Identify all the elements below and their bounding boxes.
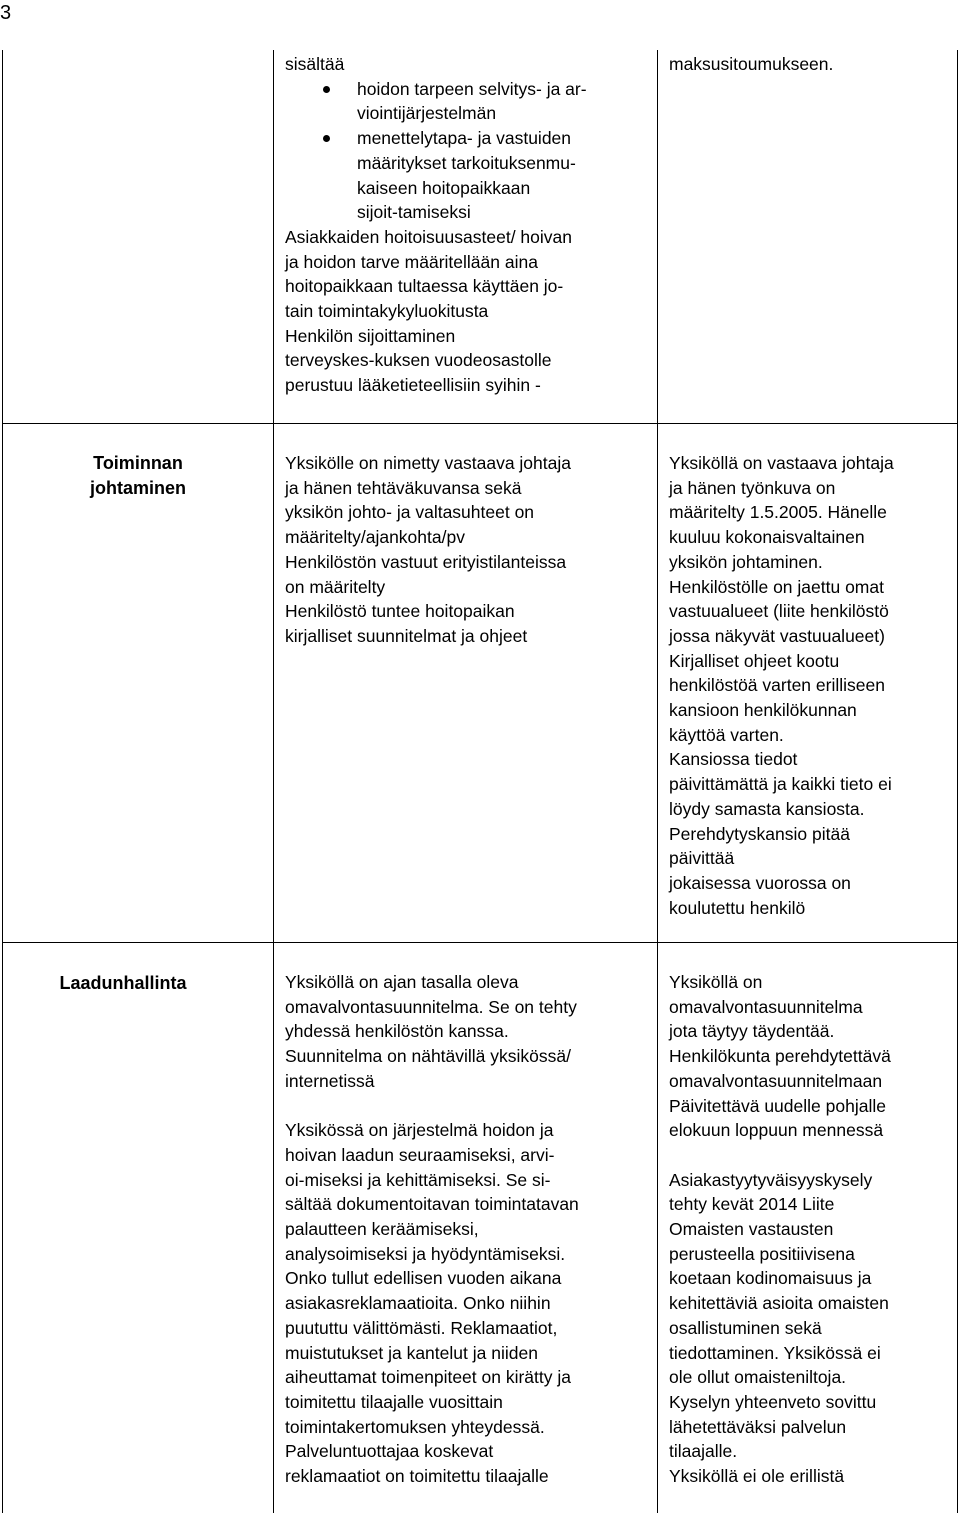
bullet-dot-icon bbox=[323, 135, 330, 142]
text-line: palautteen keräämiseksi, bbox=[285, 1219, 479, 1240]
text-line: aiheuttamat toimenpiteet on kirätty ja bbox=[285, 1367, 571, 1388]
text-line: sältää dokumentoitavan toimintatavan bbox=[285, 1194, 579, 1215]
text-line: terveyskes-kuksen vuodeosastolle bbox=[285, 350, 552, 371]
text-line: tain toimintakykyluokitusta bbox=[285, 301, 489, 322]
text-line: omavalvontasuunnitelma. Se on tehty bbox=[285, 996, 577, 1017]
row-divider-1 bbox=[2, 423, 958, 424]
text-line: Henkilön sijoittaminen bbox=[285, 325, 456, 346]
text-line: päivittää bbox=[669, 848, 735, 869]
text-line: hoivan laadun seuraamiseksi, arvi- bbox=[285, 1144, 555, 1165]
text-line: Suunnitelma on nähtävillä yksikössä/ bbox=[285, 1046, 571, 1067]
text-line: tilaajalle. bbox=[669, 1441, 738, 1462]
page-number: 3 bbox=[0, 2, 12, 24]
text-line: Kirjalliset ohjeet kootu bbox=[669, 650, 840, 671]
text-line: perustuu lääketieteellisiin syihin - bbox=[285, 375, 541, 396]
text-line: määritelty 1.5.2005. Hänelle bbox=[669, 502, 887, 523]
column-divider-1 bbox=[273, 50, 274, 1513]
text-line: Omaisten vastausten bbox=[669, 1219, 834, 1240]
text-line: kansioon henkilökunnan bbox=[669, 700, 857, 721]
text-line: Henkilöstölle on jaettu omat bbox=[669, 576, 884, 597]
column-divider-2 bbox=[657, 50, 658, 1513]
text-line: ja hoidon tarve määritellään aina bbox=[285, 251, 538, 272]
text-line: Henkilöstön vastuut erityistilanteissa bbox=[285, 551, 567, 572]
text-line: Yksiköllä on bbox=[669, 972, 763, 992]
text-line: Yksiköllä ei ole erillistä bbox=[669, 1466, 845, 1487]
row2-middle-cell bbox=[285, 451, 653, 649]
bullet-dot-icon bbox=[323, 86, 330, 93]
text-line: asiakasreklamaatioita. Onko niihin bbox=[285, 1293, 551, 1314]
row3-right-cell bbox=[669, 970, 953, 1489]
text-line: Asiakastyytyväisyyskysely bbox=[669, 1169, 873, 1190]
text-line: internetissä bbox=[285, 1070, 375, 1091]
text-line: Kyselyn yhteenveto sovittu bbox=[669, 1391, 877, 1412]
text-line: reklamaatiot on toimitettu tilaajalle bbox=[285, 1466, 549, 1487]
text-line: Yksikössä on järjestelmä hoidon ja bbox=[285, 1120, 554, 1141]
text-line: puututtu välittömästi. Reklamaatiot, bbox=[285, 1317, 558, 1338]
text-line: oi-miseksi ja kehittämiseksi. Se si- bbox=[285, 1169, 551, 1190]
text-line: Henkilökunta perehdytettävä bbox=[669, 1046, 891, 1067]
text-line: päivittämättä ja kaikki tieto ei bbox=[669, 774, 892, 795]
text-line: toimintakertomuksen yhteydessä. bbox=[285, 1416, 545, 1437]
text-line: Yksiköllä on vastaava johtaja bbox=[669, 453, 894, 473]
text-line: elokuun loppuun mennessä bbox=[669, 1120, 884, 1141]
bullet-item: hoidon tarpeen selvitys- ja ar- viointijärjestelmän bbox=[285, 77, 653, 126]
row3-heading: Laadunhallinta bbox=[59, 973, 187, 993]
text-line: tiedottaminen. Yksikössä ei bbox=[669, 1342, 881, 1363]
table-border-left bbox=[2, 50, 3, 1513]
text-line: Päivitettävä uudelle pohjalle bbox=[669, 1095, 886, 1116]
text-line: omavalvontasuunnitelma bbox=[669, 996, 863, 1017]
text-line: hoitopaikkaan tultaessa käyttäen jo- bbox=[285, 276, 564, 297]
text-line: ja hänen tehtäväkuvansa sekä bbox=[285, 477, 522, 498]
text-line: kuuluu kokonaisvaltainen bbox=[669, 527, 865, 548]
row-divider-2 bbox=[2, 942, 958, 943]
text-line: Perehdytyskansio pitää bbox=[669, 823, 850, 844]
text-line: kirjalliset suunnitelmat ja ohjeet bbox=[285, 625, 528, 646]
row1-middle-cell bbox=[285, 52, 653, 398]
text-line: yksikön johto- ja valtasuhteet on bbox=[285, 502, 535, 523]
row2-right-cell bbox=[669, 451, 953, 920]
row3-middle-cell bbox=[285, 970, 653, 1489]
text-line: osallistuminen sekä bbox=[669, 1317, 822, 1338]
text-line: omavalvontasuunnitelmaan bbox=[669, 1070, 883, 1091]
text-line: on määritelty bbox=[285, 576, 386, 597]
text-line: yksikön johtaminen. bbox=[669, 551, 823, 572]
text-line: kehitettäviä asioita omaisten bbox=[669, 1293, 889, 1314]
text-line: toimitettu tilaajalle vuosittain bbox=[285, 1391, 503, 1412]
text-line: muistutukset ja kantelut ja niiden bbox=[285, 1342, 538, 1363]
text-line: henkilöstöä varten erilliseen bbox=[669, 675, 885, 696]
row1-bullet-list bbox=[285, 77, 653, 225]
text-line: Henkilöstö tuntee hoitopaikan bbox=[285, 601, 515, 622]
text-line: ja hänen työnkuva on bbox=[669, 477, 836, 498]
text-line: koulutettu henkilö bbox=[669, 897, 806, 918]
text-line: yhdessä henkilöstön kanssa. bbox=[285, 1021, 509, 1042]
text-line: Kansiossa tiedot bbox=[669, 749, 798, 770]
text-line: Onko tullut edellisen vuoden aikana bbox=[285, 1268, 562, 1289]
text-line: Yksiköllä on ajan tasalla oleva bbox=[285, 972, 519, 992]
row1-right-cell bbox=[669, 52, 953, 77]
text-line: Yksikölle on nimetty vastaava johtaja bbox=[285, 453, 571, 473]
text-line: vastuualueet (liite henkilöstö bbox=[669, 601, 889, 622]
text-line: lähetettäväksi palvelun bbox=[669, 1416, 847, 1437]
text-line: maksusitoumukseen. bbox=[669, 54, 834, 74]
text-line: jokaisessa vuorossa on bbox=[669, 872, 851, 893]
text-line: jota täytyy täydentää. bbox=[669, 1021, 835, 1042]
text-line: analysoimiseksi ja hyödyntämiseksi. bbox=[285, 1243, 566, 1264]
text-line: koetaan kodinomaisuus ja bbox=[669, 1268, 872, 1289]
text-line: ole ollut omaisteniltoja. bbox=[669, 1367, 847, 1388]
text-line: tehty kevät 2014 Liite bbox=[669, 1194, 835, 1215]
text-line: Asiakkaiden hoitoisuusasteet/ hoivan bbox=[285, 226, 572, 247]
text-line: perusteella positiivisena bbox=[669, 1243, 855, 1264]
row1-intro: sisältää bbox=[285, 54, 345, 74]
text-line: määritelty/ajankohta/pv bbox=[285, 527, 465, 548]
table-border-right bbox=[957, 50, 958, 1513]
text-line: jossa näkyvät vastuualueet) bbox=[669, 625, 885, 646]
text-line: löydy samasta kansiosta. bbox=[669, 798, 865, 819]
text-line: Palveluntuottajaa koskevat bbox=[285, 1441, 494, 1462]
row2-heading: Toiminnan johtaminen bbox=[89, 453, 186, 498]
text-line: käyttöä varten. bbox=[669, 724, 784, 745]
bullet-item: menettelytapa- ja vastuiden määritykset tarkoituksenmu- kaiseen hoitopaikkaan sijoit-tamiseksi bbox=[285, 126, 653, 225]
